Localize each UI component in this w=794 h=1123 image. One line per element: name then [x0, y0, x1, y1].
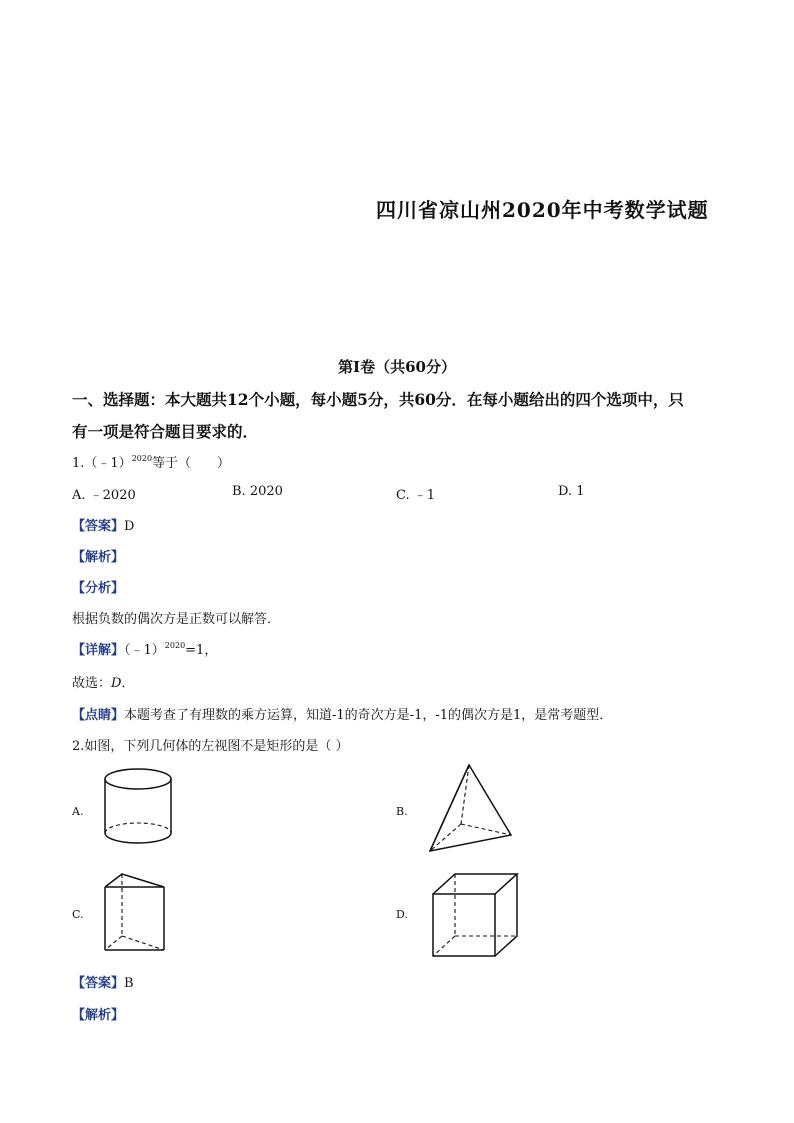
q1-option-d: D. 1: [558, 484, 585, 499]
volume-heading: 第Ⅰ卷（共60分）: [338, 358, 456, 376]
q1-detail: [72, 639, 217, 658]
q1-fenxi-tag: 【分析】: [72, 581, 125, 596]
q1-choose-end: ．: [121, 676, 135, 691]
cube-right-face: [495, 874, 517, 956]
q2-option-d-label: D.: [396, 908, 408, 921]
q1-comment-text: 本题考查了有理数的乘方运算，知道-1的奇次方是-1，-1的偶次方是1，是常考题型．: [124, 708, 613, 723]
q1-comment-tag: 【点睛】: [72, 708, 125, 723]
prism-top-face: [105, 874, 164, 887]
q1-answer-value: D: [124, 519, 135, 534]
q1-stem-prefix: 1.（﹣1）: [72, 456, 132, 471]
cube-hidden-bottom-left: [433, 936, 455, 956]
q2-option-c-label: C.: [72, 908, 84, 921]
prism-hidden-bottom-left: [105, 936, 122, 950]
section-instruction-line-1: 一、选择题：本大题共12个小题，每小题5分，共60分．在每小题给出的四个选项中，只: [72, 390, 684, 409]
q1-choose: [72, 672, 134, 691]
cylinder-bottom-front-arc: [105, 833, 171, 843]
q1-answer-tag: 【答案】: [72, 519, 125, 534]
cube-top-face: [433, 874, 517, 894]
q1-choose-text: 故选：: [72, 676, 112, 691]
tetrahedron-figure: [425, 762, 515, 854]
q1-option-a: A. ﹣2020: [72, 488, 136, 503]
q1-option-c: C. ﹣1: [396, 488, 436, 503]
q2-answer-tag: 【答案】: [72, 976, 125, 991]
q1-stem-suffix: 等于（ ）: [152, 456, 231, 471]
q1-answer: [72, 515, 134, 534]
tetrahedron-outline: [430, 765, 511, 851]
q1-stem: [72, 452, 230, 471]
q1-option-b: B. 2020: [232, 484, 283, 499]
prism-hidden-bottom-right: [122, 936, 164, 950]
q2-analysis-tag: 【解析】: [72, 1008, 125, 1023]
q1-stem-exponent: 2020: [131, 454, 153, 463]
q2-stem: 2.如图，下列几何体的左视图不是矩形的是（ ）: [72, 739, 349, 754]
cylinder-figure: [100, 765, 180, 855]
cube-front-face: [433, 894, 495, 956]
q1-comment: [72, 704, 612, 723]
cylinder-bottom-back-arc: [105, 823, 171, 833]
tetrahedron-hidden-edge-2: [461, 824, 511, 835]
q1-detail-tag: 【详解】: [72, 643, 125, 658]
cylinder-top-ellipse: [105, 769, 171, 789]
document-title: 四川省凉山州2020年中考数学试题: [376, 198, 709, 222]
section-instruction-line-2: 有一项是符合题目要求的．: [72, 422, 259, 441]
q1-fenxi-text: 根据负数的偶次方是正数可以解答．: [72, 612, 281, 627]
q1-detail-suffix: =1，: [185, 643, 218, 658]
tetrahedron-hidden-edge-3: [430, 824, 461, 851]
q2-answer: [72, 972, 134, 991]
q1-detail-exponent: 2020: [164, 641, 186, 650]
q2-answer-value: B: [124, 976, 134, 991]
q1-analysis-tag: 【解析】: [72, 550, 125, 565]
q2-option-a-label: A.: [72, 805, 84, 818]
cube-figure: [428, 872, 522, 960]
triangular-prism-figure: [100, 870, 170, 954]
q2-option-b-label: B.: [396, 805, 408, 818]
q1-choose-answer: D: [111, 676, 122, 691]
q1-detail-prefix: （﹣1）: [124, 643, 165, 658]
